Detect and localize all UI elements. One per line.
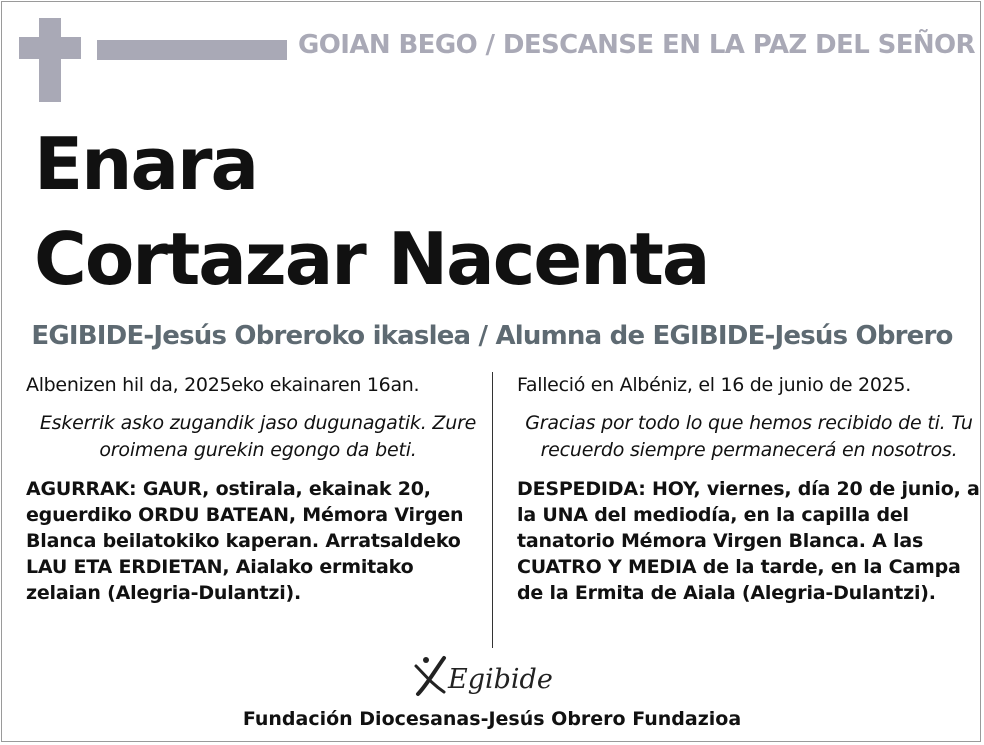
spanish-column (517, 372, 981, 606)
logo-text: Egibide (448, 664, 553, 695)
egibide-logo (410, 652, 560, 702)
footer: Fundación Diocesanas-Jesús Obrero Fundazioa (242, 708, 742, 730)
header-title: GOIAN BEGO / DESCANSE EN LA PAZ DEL SEÑOR (298, 30, 975, 60)
logo-dot (423, 657, 429, 663)
deceased-first-name: Enara (34, 122, 258, 206)
column-divider (492, 372, 493, 648)
spanish-message: Gracias por todo lo que hemos recibido de ti. Tu recuerdo siempre permanecerá en nosotros. (525, 412, 973, 461)
cross-horizontal (19, 37, 81, 59)
spanish-died: Falleció en Albéniz, el 16 de junio de 2025. (517, 374, 911, 396)
cross-vertical (39, 18, 61, 102)
basque-column (26, 372, 490, 606)
basque-message: Eskerrik asko zugandik jaso dugunagatik. Zure oroimena gurekin egongo da beti. (39, 412, 477, 461)
logo-x-stroke-2 (416, 666, 444, 692)
basque-died: Albenizen hil da, 2025eko ekainaren 16an. (26, 374, 420, 396)
basque-details: AGURRAK: GAUR, ostirala, ekainak 20, eguerdiko ORDU BATEAN, Mémora Virgen Blanca beilatokiko kaperan. Arratsaldeko LAU ETA ERDIETAN, Aialako ermitako zelaian (Alegria-Dulantzi). (26, 478, 464, 604)
spanish-details: DESPEDIDA: HOY, viernes, día 20 de junio, a la UNA del mediodía, en la capilla del tanatorio Mémora Virgen Blanca. A las CUATRO Y MEDIA de la tarde, en la Campa de la Ermita de Aiala (Alegria-Dulantzi). (517, 478, 980, 604)
header-bar (97, 40, 287, 60)
subtitle: EGIBIDE-Jesús Obreroko ikaslea / Alumna de EGIBIDE-Jesús Obrero (31, 321, 953, 351)
deceased-surnames: Cortazar Nacenta (34, 217, 709, 301)
